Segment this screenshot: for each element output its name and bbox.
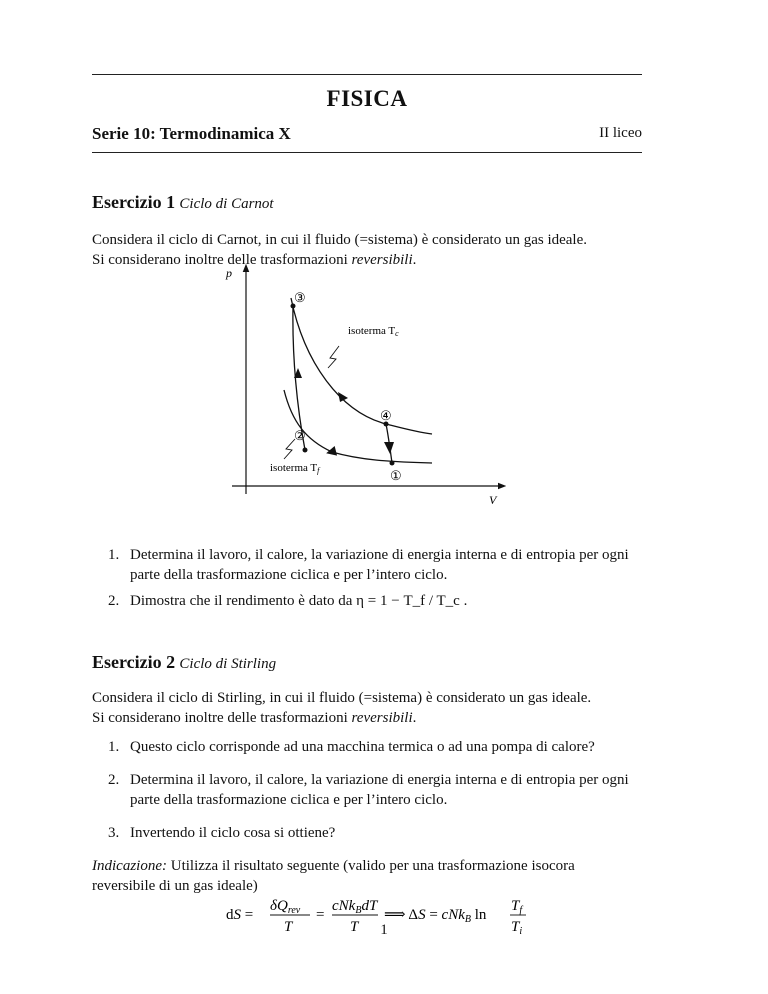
exercise1-intro-line2-pre: Si considerano inoltre delle trasformazioni <box>92 252 352 268</box>
exercise2-intro-line1: Considera il ciclo di Stirling, in cui il fluido (=sistema) è considerato un gas ideale. <box>92 690 592 706</box>
p-axis-label: p <box>226 266 232 280</box>
hint-label: Indicazione: <box>92 858 167 874</box>
svg-text:Ti: $T_i$ <box>511 919 523 936</box>
svg-text:T: T <box>284 919 293 935</box>
exercise1-intro-emphasis: reversibili <box>351 252 413 268</box>
page-number: 1 <box>380 922 388 938</box>
svg-text:cNkBdT: cNk$_B$dT <box>332 898 378 916</box>
svg-text:dS =: dS = <box>226 907 254 923</box>
hint-text-line1: Utilizza il risultato seguente (valido per una trasformazione isocora <box>166 858 575 874</box>
exercise2-item-3: 3. Invertendo il ciclo cosa si ottiene? <box>108 825 336 841</box>
exercise2-intro-line2-pre: Si considerano inoltre delle trasformazioni <box>92 710 352 726</box>
arrow-1-2 <box>325 446 337 458</box>
carnot-pv-diagram <box>220 262 510 512</box>
exercise1-heading <box>92 192 274 213</box>
state-point-1 <box>390 461 395 466</box>
header-bottom-rule <box>92 152 642 153</box>
pointer-hot-zigzag <box>328 346 339 368</box>
arrow-3-4 <box>338 392 348 402</box>
exercise1-number: Esercizio 1 <box>92 192 176 212</box>
exercise2-topic: Ciclo di Stirling <box>179 656 277 672</box>
svg-text:δQrev: $\delta Q_{rev}$ <box>270 898 301 916</box>
isotherm-hot-curve <box>291 298 432 434</box>
exercise1-intro-line2-post: . <box>412 252 417 268</box>
exercise2-intro <box>92 688 644 728</box>
top-rule <box>92 74 642 75</box>
label-point-1: ① <box>390 468 402 483</box>
exercise2-number: Esercizio 2 <box>92 652 176 672</box>
exercise1-intro-line1: Considera il ciclo di Carnot, in cui il fluido (=sistema) è considerato un gas ideale. <box>92 232 587 248</box>
exercise2-intro-line2-post: . <box>412 710 417 726</box>
state-point-2 <box>303 448 308 453</box>
label-point-3: ③ <box>294 290 306 305</box>
label-isotherm-cold: isoterma Tf <box>270 462 320 475</box>
label-point-2: ② <box>294 428 306 443</box>
exercise2-item-1: 1. Questo ciclo corrisponde ad una macchina termica o ad una pompa di calore? <box>108 739 595 755</box>
class-level: II liceo <box>599 125 642 141</box>
svg-text:T: T <box>350 919 359 935</box>
exercise1-item-2: 2. Dimostra che il rendimento è dato da η = 1 − T_f / T_c . <box>108 593 468 609</box>
exercise1-topic: Ciclo di Carnot <box>179 196 274 212</box>
exercise2-heading <box>92 652 276 673</box>
label-isotherm-hot: isoterma Tc <box>348 325 399 338</box>
exercise2-intro-emphasis: reversibili <box>351 710 413 726</box>
exercise2-hint <box>92 856 644 896</box>
arrow-4-1 <box>384 442 394 454</box>
hint-text-line2: reversibile di un gas ideale) <box>92 878 258 894</box>
svg-text:=: = <box>316 907 325 923</box>
exercise1-item-1: 1. Determina il lavoro, il calore, la variazione di energia interna e di entropia per ogni parte della trasformazione ciclica e per l’intero ciclo. <box>108 547 629 583</box>
svg-text:Tf: $T_f$ <box>511 898 523 916</box>
exercise2-item-2: 2. Determina il lavoro, il calore, la variazione di energia interna e di entropia per ogni parte della trasformazione ciclica e per l’intero ciclo. <box>108 772 629 808</box>
label-point-4: ④ <box>380 408 392 423</box>
series-subtitle: Serie 10: Termodinamica X <box>92 124 291 143</box>
page-title: FISICA <box>326 86 408 111</box>
v-axis-label: V <box>489 493 497 507</box>
svg-text:⟹ ΔS = cNkB ln: ⟹ ΔS = cNk$_B$ ln <box>384 907 487 925</box>
